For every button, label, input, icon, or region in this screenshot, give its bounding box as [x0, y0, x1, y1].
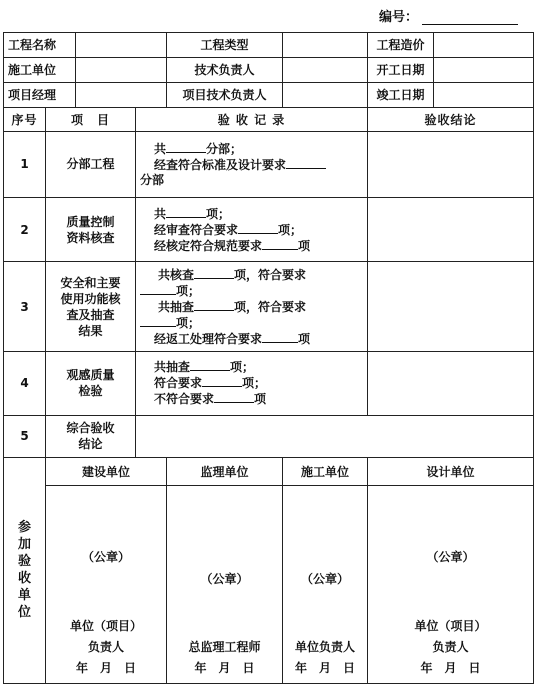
row-item: 综合验收 结论 [46, 416, 136, 458]
signature-area: 总监理工程师 年 月 日 [188, 640, 261, 675]
row-item: 观感质量 检验 [46, 351, 136, 415]
row-item: 分部工程 [46, 131, 136, 197]
row-conclusion[interactable] [368, 198, 534, 262]
participants-label: 参 加 验 收 单 位 [4, 457, 46, 683]
label-project-tech-lead: 项目技术负责人 [167, 82, 283, 107]
value-construction-unit[interactable] [76, 57, 167, 82]
seal-placeholder: （公章） [200, 571, 249, 586]
party-name: 施工单位 [283, 457, 368, 485]
row-record[interactable]: 共抽查 项； 符合要求 项； 不符合要求 项 [136, 351, 368, 415]
label-construction-unit: 施工单位 [4, 57, 76, 82]
seal-placeholder: （公章） [426, 549, 475, 564]
value-project-name[interactable] [76, 33, 167, 58]
column-seq: 序号 [4, 107, 46, 131]
label-project-manager: 项目经理 [4, 82, 76, 107]
label-project-cost: 工程造价 [368, 33, 434, 58]
value-project-manager[interactable] [76, 82, 167, 107]
acceptance-form [3, 32, 533, 684]
row-record[interactable]: 共 项； 经审查符合要求 项； 经核定符合规范要求 项 [136, 198, 368, 262]
row-seq: 3 [4, 262, 46, 351]
row-seq: 4 [4, 351, 46, 415]
row-conclusion[interactable] [368, 262, 534, 351]
column-record: 验 收 记 录 [136, 107, 368, 131]
value-tech-lead[interactable] [283, 57, 368, 82]
signature-area: 单位（项目） 负责人 年 月 日 [414, 619, 487, 675]
acceptance-table [3, 32, 534, 684]
seal-placeholder: （公章） [82, 549, 131, 564]
party-name: 建设单位 [46, 457, 167, 485]
column-item: 项 目 [46, 107, 136, 131]
row-seq: 2 [4, 198, 46, 262]
label-completion-date: 竣工日期 [368, 82, 434, 107]
label-project-name: 工程名称 [4, 33, 76, 58]
signature-area: 单位（项目） 负责人 年 月 日 [70, 619, 143, 675]
row-item: 质量控制 资料核查 [46, 198, 136, 262]
table-row [4, 131, 534, 197]
table-row [4, 262, 534, 351]
table-row [4, 351, 534, 415]
row-item: 安全和主要 使用功能核 查及抽查 结果 [46, 262, 136, 351]
value-completion-date[interactable] [434, 82, 534, 107]
value-start-date[interactable] [434, 57, 534, 82]
row-seq: 1 [4, 131, 46, 197]
signature-area: 单位负责人 年 月 日 [295, 640, 356, 675]
serial-number-field[interactable] [422, 12, 518, 25]
serial-number-label: 编号： [378, 10, 418, 25]
column-conclusion: 验收结论 [368, 107, 534, 131]
row-record[interactable]: 共核查 项，符合要求 项； 共抽查 项，符合要求 项； 经返工处理符合要求 项 [136, 262, 368, 351]
label-tech-lead: 技术负责人 [167, 57, 283, 82]
party-name: 监理单位 [167, 457, 283, 485]
value-project-type[interactable] [283, 33, 368, 58]
value-project-cost[interactable] [434, 33, 534, 58]
party-name: 设计单位 [368, 457, 534, 485]
seal-placeholder: （公章） [301, 571, 350, 586]
value-project-tech-lead[interactable] [283, 82, 368, 107]
party-signature-block[interactable] [46, 485, 167, 683]
party-signature-block[interactable] [167, 485, 283, 683]
serial-number [379, 6, 518, 25]
row-conclusion[interactable] [368, 131, 534, 197]
row-conclusion[interactable] [368, 351, 534, 415]
party-signature-block[interactable] [283, 485, 368, 683]
label-project-type: 工程类型 [167, 33, 283, 58]
table-row [4, 198, 534, 262]
label-start-date: 开工日期 [368, 57, 434, 82]
row-seq: 5 [4, 416, 46, 458]
table-row [4, 416, 534, 458]
overall-conclusion-value[interactable] [136, 416, 534, 458]
row-record[interactable]: 共 分部； 经查符合标准及设计要求 分部 [136, 131, 368, 197]
party-signature-block[interactable] [368, 485, 534, 683]
